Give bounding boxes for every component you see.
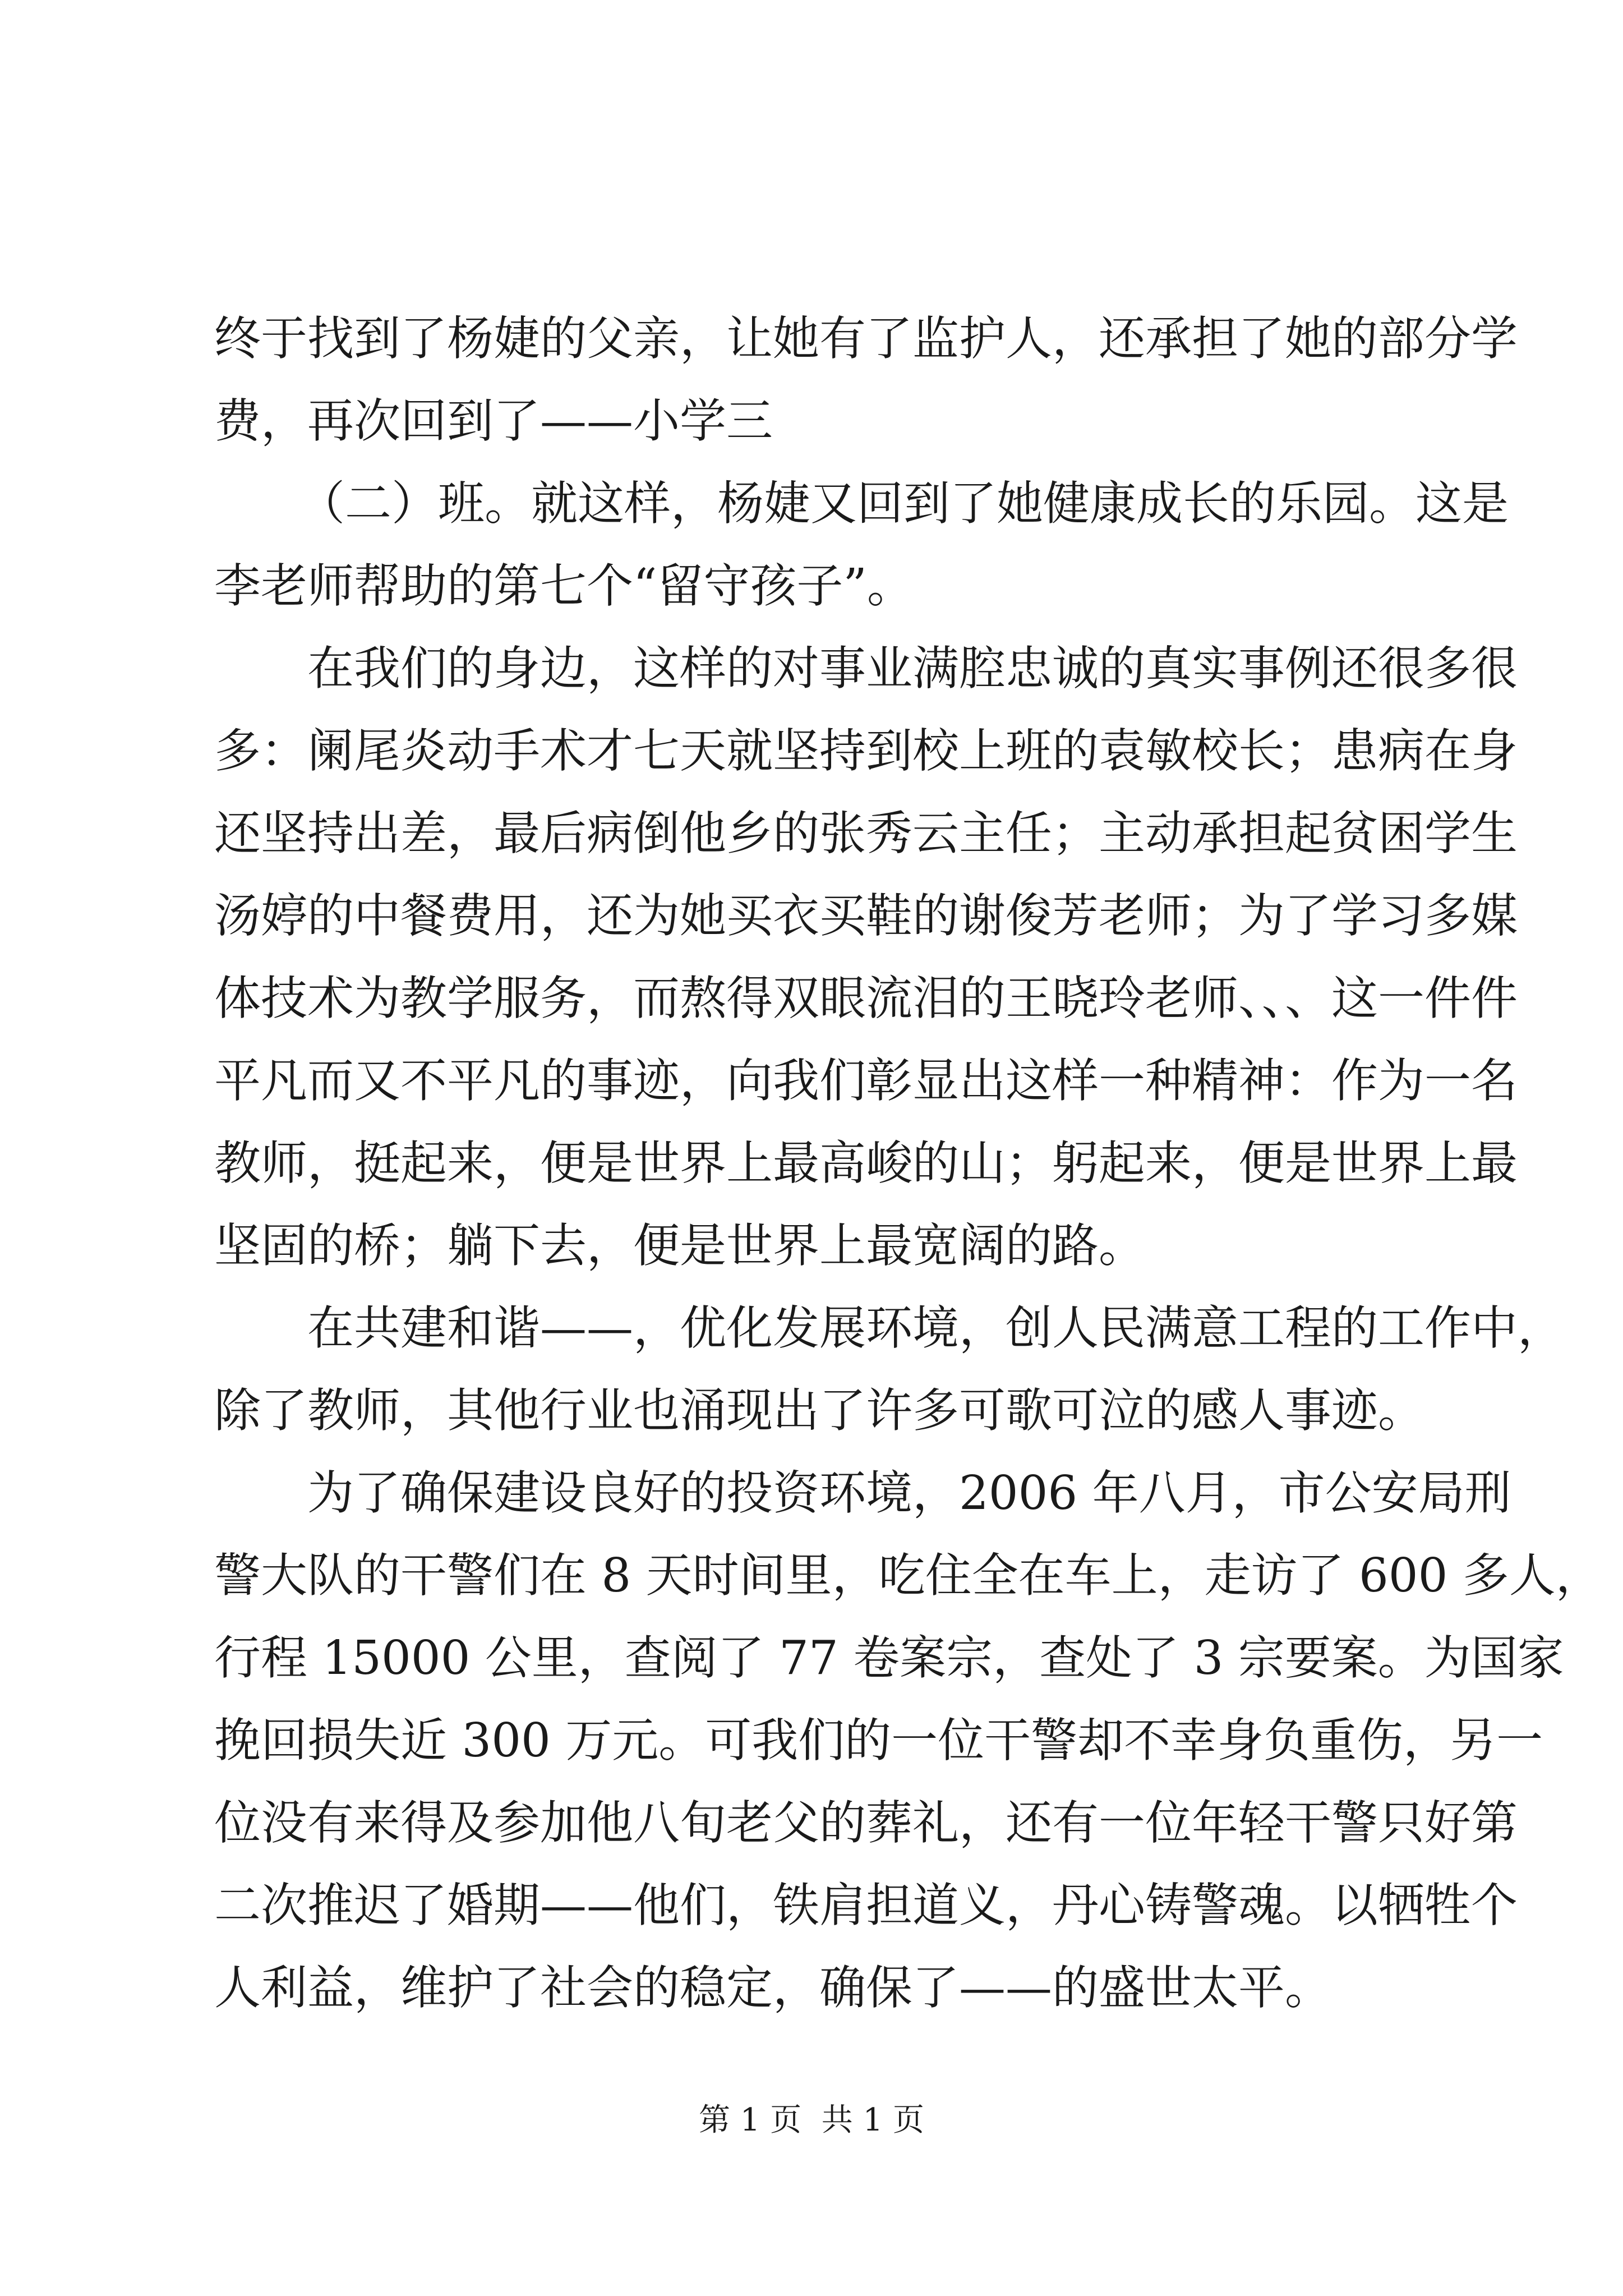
text-line: 还坚持出差，最后病倒他乡的张秀云主任；主动承担起贫困学生: [214, 806, 1518, 861]
paragraph: [214, 1452, 1602, 2029]
text-line: 费，再次回到了——小学三: [214, 394, 773, 448]
paragraph: [214, 462, 1509, 627]
paragraph: [214, 627, 1518, 1287]
text-line: 终于找到了杨婕的父亲，让她有了监护人，还承担了她的部分学: [214, 311, 1518, 366]
text-line: 在我们的身边，这样的对事业满腔忠诚的真实事例还很多很: [307, 641, 1518, 696]
document-body: [214, 297, 1602, 2029]
paragraph: [214, 297, 1518, 462]
text-line: 除了教师，其他行业也涌现出了许多可歌可泣的感人事迹。: [214, 1383, 1424, 1438]
paragraph: [214, 1287, 1564, 1452]
text-line: 教师，挺起来，便是世界上最高峻的山；躬起来，便是世界上最: [214, 1136, 1518, 1190]
page-footer: 第 1 页 共 1 页: [698, 2102, 925, 2138]
text-line: 体技术为教学服务，而熬得双眼流泪的王晓玲老师、、、这一件件: [214, 971, 1518, 1025]
text-line: 平凡而又不平凡的事迹，向我们彰显出这样一种精神：作为一名: [214, 1053, 1518, 1108]
text-line: 行程 15000 公里，查阅了 77 卷案宗，查处了 3 宗要案。为国家: [214, 1631, 1564, 1685]
text-line: 位没有来得及参加他八旬老父的葬礼，还有一位年轻干警只好第: [214, 1796, 1518, 1850]
text-line: 坚固的桥；躺下去，便是世界上最宽阔的路。: [214, 1218, 1145, 1273]
text-line: 多：阑尾炎动手术才七天就坚持到校上班的袁敏校长；患病在身: [214, 724, 1518, 778]
text-line: 挽回损失近 300 万元。可我们的一位干警却不幸身负重伤，另一: [214, 1713, 1543, 1768]
text-line: （二）班。就这样，杨婕又回到了她健康成长的乐园。这是: [298, 476, 1509, 531]
text-line: 人利益，维护了社会的稳定，确保了——的盛世太平。: [214, 1961, 1331, 2015]
text-line: 汤婷的中餐费用，还为她买衣买鞋的谢俊芳老师；为了学习多媒: [214, 889, 1518, 943]
text-line: 警大队的干警们在 8 天时间里，吃住全在车上，走访了 600 多人，: [214, 1548, 1602, 1603]
text-line: 二次推迟了婚期——他们，铁肩担道义，丹心铸警魂。以牺牲个: [214, 1878, 1518, 1932]
text-line: 为了确保建设良好的投资环境，2006 年八月，市公安局刑: [307, 1466, 1511, 1520]
text-line: 在共建和谐——，优化发展环境，创人民满意工程的工作中，: [307, 1301, 1564, 1355]
text-line: 李老师帮助的第七个“留守孩子”。: [214, 559, 914, 613]
